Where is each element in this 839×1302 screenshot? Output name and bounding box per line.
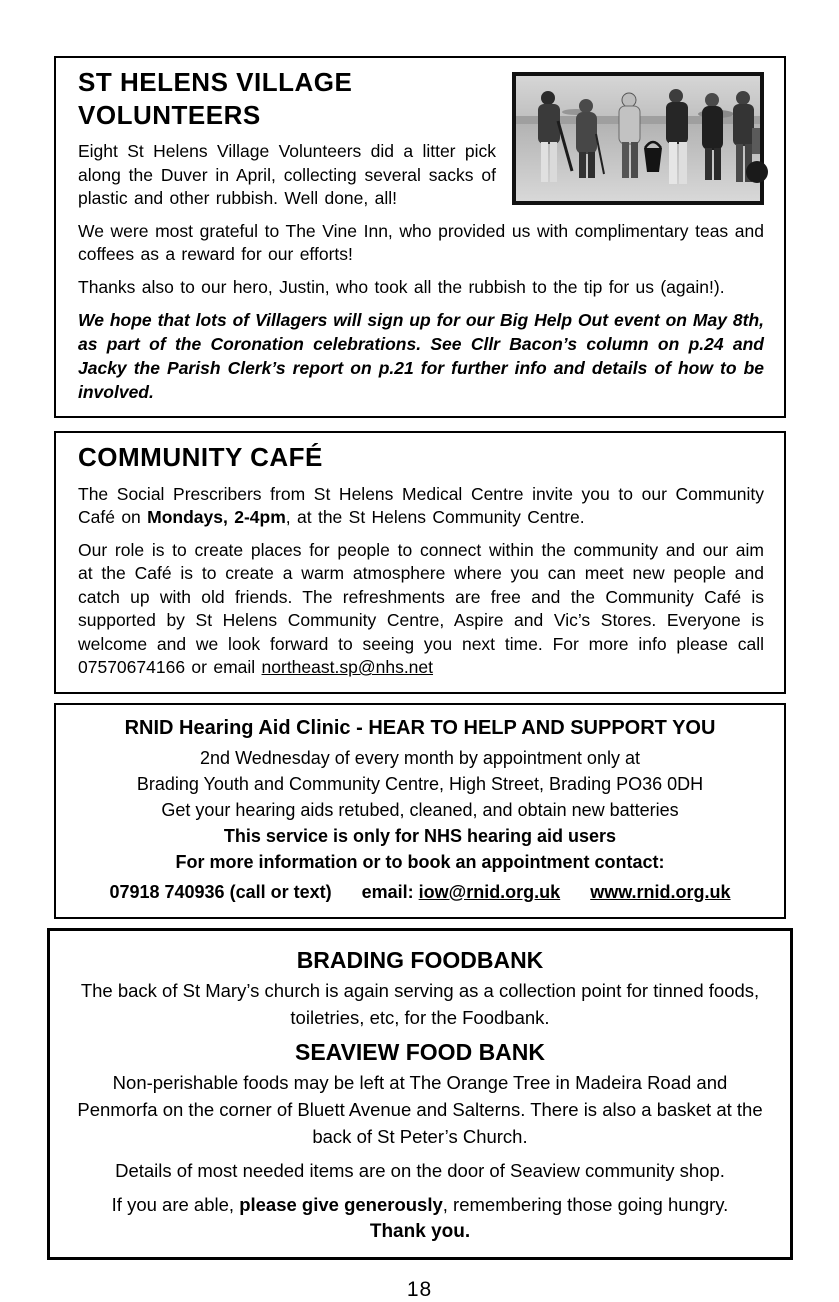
volunteers-para-4: We hope that lots of Villagers will sign up for our Big Help Out event on May 8th, as part of the Coronation celebrations. See Cllr Bacon’s column on p.24 and Jacky the Parish Clerk’s report on p.21 for further info and details of how to be involved. [78, 310, 764, 402]
cafe-para-1-text: The Social Prescribers from St Helens Medical Centre invite you to our Community Café on [78, 483, 764, 527]
page-number: 18 [406, 1277, 433, 1301]
rnid-phone: 07918 740936 (call or text) [109, 881, 332, 902]
rnid-contact-row [74, 879, 766, 905]
beach-photo-graphic [516, 76, 760, 201]
foodbank-box [47, 928, 793, 1260]
thanks-bold: Thank you [369, 1220, 465, 1242]
appeal-post: , remembering those going hungry. [442, 1193, 729, 1215]
rnid-schedule-line: 2nd Wednesday of every month by appointment only at [200, 747, 640, 768]
rnid-email-label: email: [361, 881, 419, 902]
seaview-foodbank-text: Non-perishable foods may be left at The Orange Tree in Madeira Road and Penmorfa on the corner of Bluett Avenue and Salterns. There is also a basket at the back of St Peter’s Church. [77, 1071, 763, 1147]
rnid-clinic-box [54, 703, 786, 919]
newsletter-page [0, 56, 839, 1301]
brading-foodbank-title: BRADING FOODBANK [296, 946, 544, 973]
rnid-services-line: Get your hearing aids retubed, cleaned, and obtain new batteries [161, 799, 679, 820]
rnid-email-link[interactable]: iow@rnid.org.uk [418, 881, 561, 902]
foodbank-thanks [76, 1218, 764, 1245]
foodbank-details-text: Details of most needed items are on the door of Seaview community shop. [115, 1159, 725, 1181]
rnid-booking-line: For more information or to book an appointment contact: [175, 851, 665, 872]
community-cafe-box [54, 431, 786, 694]
rnid-title: RNID Hearing Aid Clinic - HEAR TO HELP AND SUPPORT YOU [124, 716, 716, 739]
rnid-website-link[interactable]: www.rnid.org.uk [590, 881, 731, 902]
cafe-para-1 [78, 483, 764, 530]
cafe-para-1-end: , at the St Helens Community Centre. [285, 507, 585, 527]
volunteers-para-2: We were most grateful to The Vine Inn, who provided us with complimentary teas and coffees as a reward for our efforts! [78, 220, 764, 264]
appeal-bold: please give generously [239, 1193, 443, 1215]
rnid-address-line: Brading Youth and Community Centre, High Street, Brading PO36 0DH [136, 773, 704, 794]
thanks-period: . [464, 1220, 471, 1242]
cafe-email-link[interactable]: northeast.sp@nhs.net [261, 657, 434, 677]
volunteers-title: ST HELENS VILLAGE VOLUNTEERS [78, 67, 353, 130]
appeal-pre: If you are able, [111, 1193, 240, 1215]
volunteers-para-3: Thanks also to our hero, Justin, who took all the rubbish to the tip for us (again!). [78, 276, 725, 297]
cafe-para-2 [78, 539, 764, 680]
cafe-times-bold: Mondays, 2-4pm [147, 507, 286, 527]
foodbank-appeal-text [76, 1191, 764, 1218]
cafe-title: COMMUNITY CAFÉ [78, 442, 323, 472]
cafe-para-2-text: Our role is to create places for people to connect within the community and our aim at the Café is to create a warm atmosphere where you can meet new people and catch up with old friends. The refreshments are free and the Community Café is supported by St Helens Community Centre, Aspire and Vic’s Stores. Everyone is welcome and we look forward to seeing you next time. For more info please call 07570674166 or email [78, 539, 764, 677]
volunteers-litter-pick-photo [512, 72, 764, 205]
brading-foodbank-text: The back of St Mary’s church is again serving as a collection point for tinned foods, toiletries, etc, for the Foodbank. [80, 979, 760, 1028]
seaview-foodbank-title: SEAVIEW FOOD BANK [294, 1038, 546, 1065]
rnid-nhs-only-line: This service is only for NHS hearing aid users [223, 825, 617, 846]
rnid-email-group [362, 879, 561, 905]
volunteers-article-box [54, 56, 786, 418]
volunteers-para-1: Eight St Helens Village Volunteers did a litter pick along the Duver in April, collecting several sacks of plastic and other rubbish. Well done, all! [78, 141, 496, 208]
